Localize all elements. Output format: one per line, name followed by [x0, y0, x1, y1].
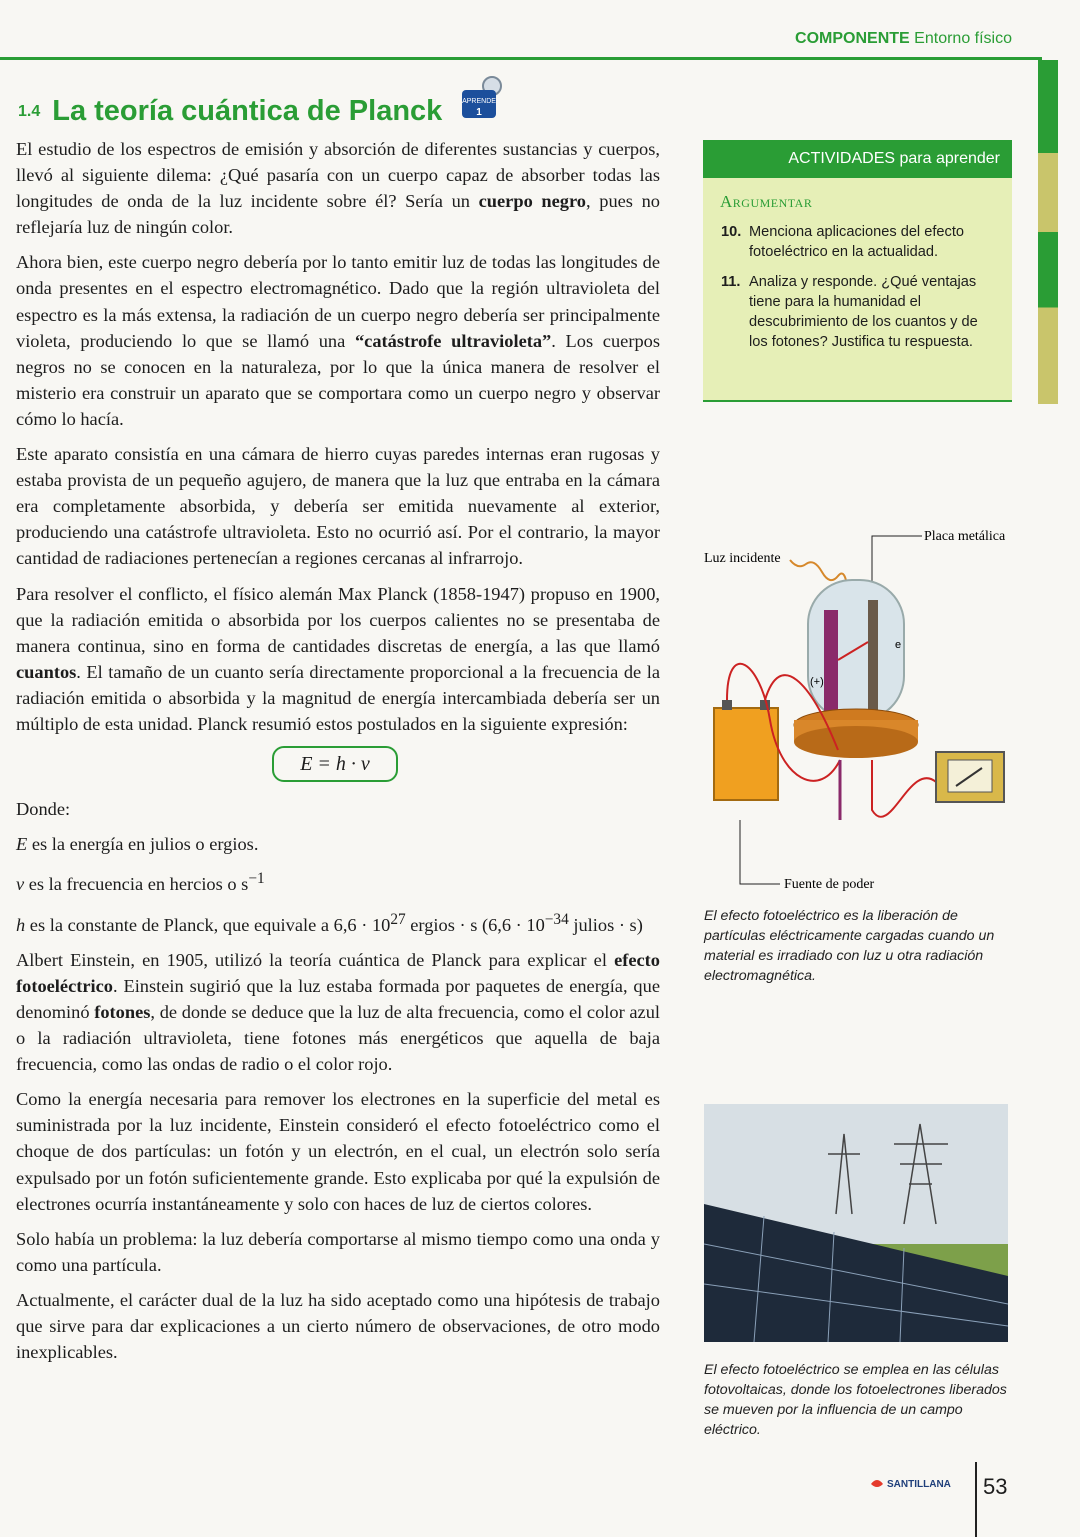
paragraph-3: Este aparato consistía en una cámara de hierro cuyas paredes internas eran rugosas y estaba provista de un pequeño agujero, de manera que la luz que entraba en la cámara era completamente absorbida, y debería ser emitida nuevamente al exterior, produciendo una catástrofe ultravioleta. Esto no ocurrió así. Por el contrario, la mayor cantidad de radiaciones pertenecían a regiones cercanas al infrarrojo. [16, 444, 660, 569]
definition-energy: E es la energía en julios o ergios. [16, 834, 259, 855]
main-text [16, 136, 660, 1374]
footer-divider [975, 1462, 977, 1537]
label-plate: Placa metálica [924, 529, 1006, 544]
activities-category: Argumentar [720, 192, 813, 211]
label-plus: (+) [810, 676, 824, 688]
activity-item: 11. Analiza y responde. ¿Qué ventajas tiene para la humanidad el descubrimiento de los cuantos y de los fotones? Justifica tu respuesta. [721, 274, 978, 350]
section-title [18, 95, 442, 128]
paragraph-8: Actualmente, el carácter dual de la luz ha sido aceptado como una hipótesis de trabajo que sirve para dar explicaciones a un cierto número de observaciones, de otro modo inexplicables. [16, 1289, 660, 1363]
page-number: 53 [983, 1474, 1008, 1499]
aprende-label: APRENDE [462, 98, 496, 105]
planck-formula: E = h · ν [272, 746, 398, 782]
publisher-logo: SANTILLANA [870, 1478, 951, 1490]
paragraph-2: Ahora bien, este cuerpo negro debería por lo tanto emitir luz de todas las longitudes de onda presentes en el espectro electromagnético. Dado que la región ultravioleta del espectro es la más extensa, la radiación de un cuerpo negro debería ser principalmente violeta, produciendo lo que se llamó una “catástrofe ultravioleta”. Los cuerpos negros no se conocen en la naturaleza, por lo que la única manera de resolver el misterio era construir un aparato que se comportara como un cuerpo negro y observar cómo lo hacía. [16, 252, 660, 429]
activities-header: ACTIVIDADES para aprender [703, 140, 1012, 178]
collector-rod [868, 600, 878, 720]
paragraph-6: Como la energía necesaria para remover los electrones en la superficie del metal es suministrada por la luz incidente, Einstein consideró el efecto fotoeléctrico como el choque de dos partículas: un fotón y un electrón, en el cual, un electrón solo sería expulsado por un fotón suficientemente grande. Esto explicaba por qué la expulsión de electrones ocurría instantáneamente y solo con haces de luz de ciertos colores. [16, 1089, 660, 1214]
paragraph-4: Para resolver el conflicto, el físico alemán Max Planck (1858-1947) propuso en 1900, que la radiación emitida o absorbida por los cuerpos calientes no se presentaba de manera continua, sino en forma de cantidades discretas de energía, a las que llamó cuantos. El tamaño de un cuanto sería directamente proporcional a la frecuencia de la radiación emitida o absorbida y la magnitud de energía intercambiada debería ser un múltiplo de esta unidad. Planck resumió estos postulados en la siguiente expresión: [16, 583, 660, 734]
santillana-logo-icon [870, 1478, 884, 1490]
header-rule [0, 57, 1042, 60]
aprende-badge-icon [458, 76, 506, 122]
label-light: Luz incidente [704, 551, 781, 566]
solar-panels-photo [704, 1104, 1008, 1342]
donde-label: Donde: [16, 799, 71, 820]
definition-planck-constant: h es la constante de Planck, que equivale a $6,6 \cdot 10^{27}$ ergios · s ($6,6 \cdot 10^{-34}$ julios · s) [16, 910, 643, 935]
activity-item: 10. Menciona aplicaciones del efecto fotoeléctrico en la actualidad. [721, 224, 964, 260]
solar-caption: El efecto fotoeléctrico se emplea en las células fotovoltaicas, donde los fotoelectrones liberados se mueven por la influencia de un campo eléctrico. [704, 1362, 1007, 1438]
photoelectric-diagram [700, 520, 1020, 900]
aprende-number: 1 [476, 107, 482, 118]
page-title: La teoría cuántica de Planck [52, 95, 443, 127]
battery-icon [714, 708, 778, 800]
paragraph-7: Solo había un problema: la luz debería comportarse al mismo tiempo como una onda y como una partícula. [16, 1228, 660, 1275]
component-header: COMPONENTE Entorno físico [795, 30, 1012, 47]
activities-panel [703, 140, 1012, 402]
definition-frequency: ν es la frecuencia en hercios o $s^{-1}$ [16, 870, 265, 895]
paragraph-1: El estudio de los espectros de emisión y absorción de diferentes sustancias y cuerpos, llevó al siguiente dilema: ¿Qué pasaría con un cuerpo capaz de absorber todas las longitudes de onda de la luz incidente sobre él? Sería un cuerpo negro, pues no reflejaría luz de ningún color. [16, 139, 660, 238]
side-color-tab [1038, 60, 1058, 404]
figure-caption: El efecto fotoeléctrico es la liberación de partículas eléctricamente cargadas cuando un material es irradiado con luz u otra radiación electromagnética. [704, 908, 995, 984]
metal-plate [824, 610, 838, 720]
section-number: 1.4 [18, 102, 41, 120]
label-electron: e [895, 639, 902, 651]
label-power: Fuente de poder [784, 877, 875, 892]
paragraph-5: Albert Einstein, en 1905, utilizó la teoría cuántica de Planck para explicar el efecto fotoeléctrico. Einstein sugirió que la luz estaba formada por paquetes de energía, que denominó fotones, de donde se deduce que la luz de alta frecuencia, como el color azul o la radiación ultravioleta, tiene fotones más energéticos que aquella de baja frecuencia, como las ondas de radio o el color rojo. [16, 949, 661, 1075]
